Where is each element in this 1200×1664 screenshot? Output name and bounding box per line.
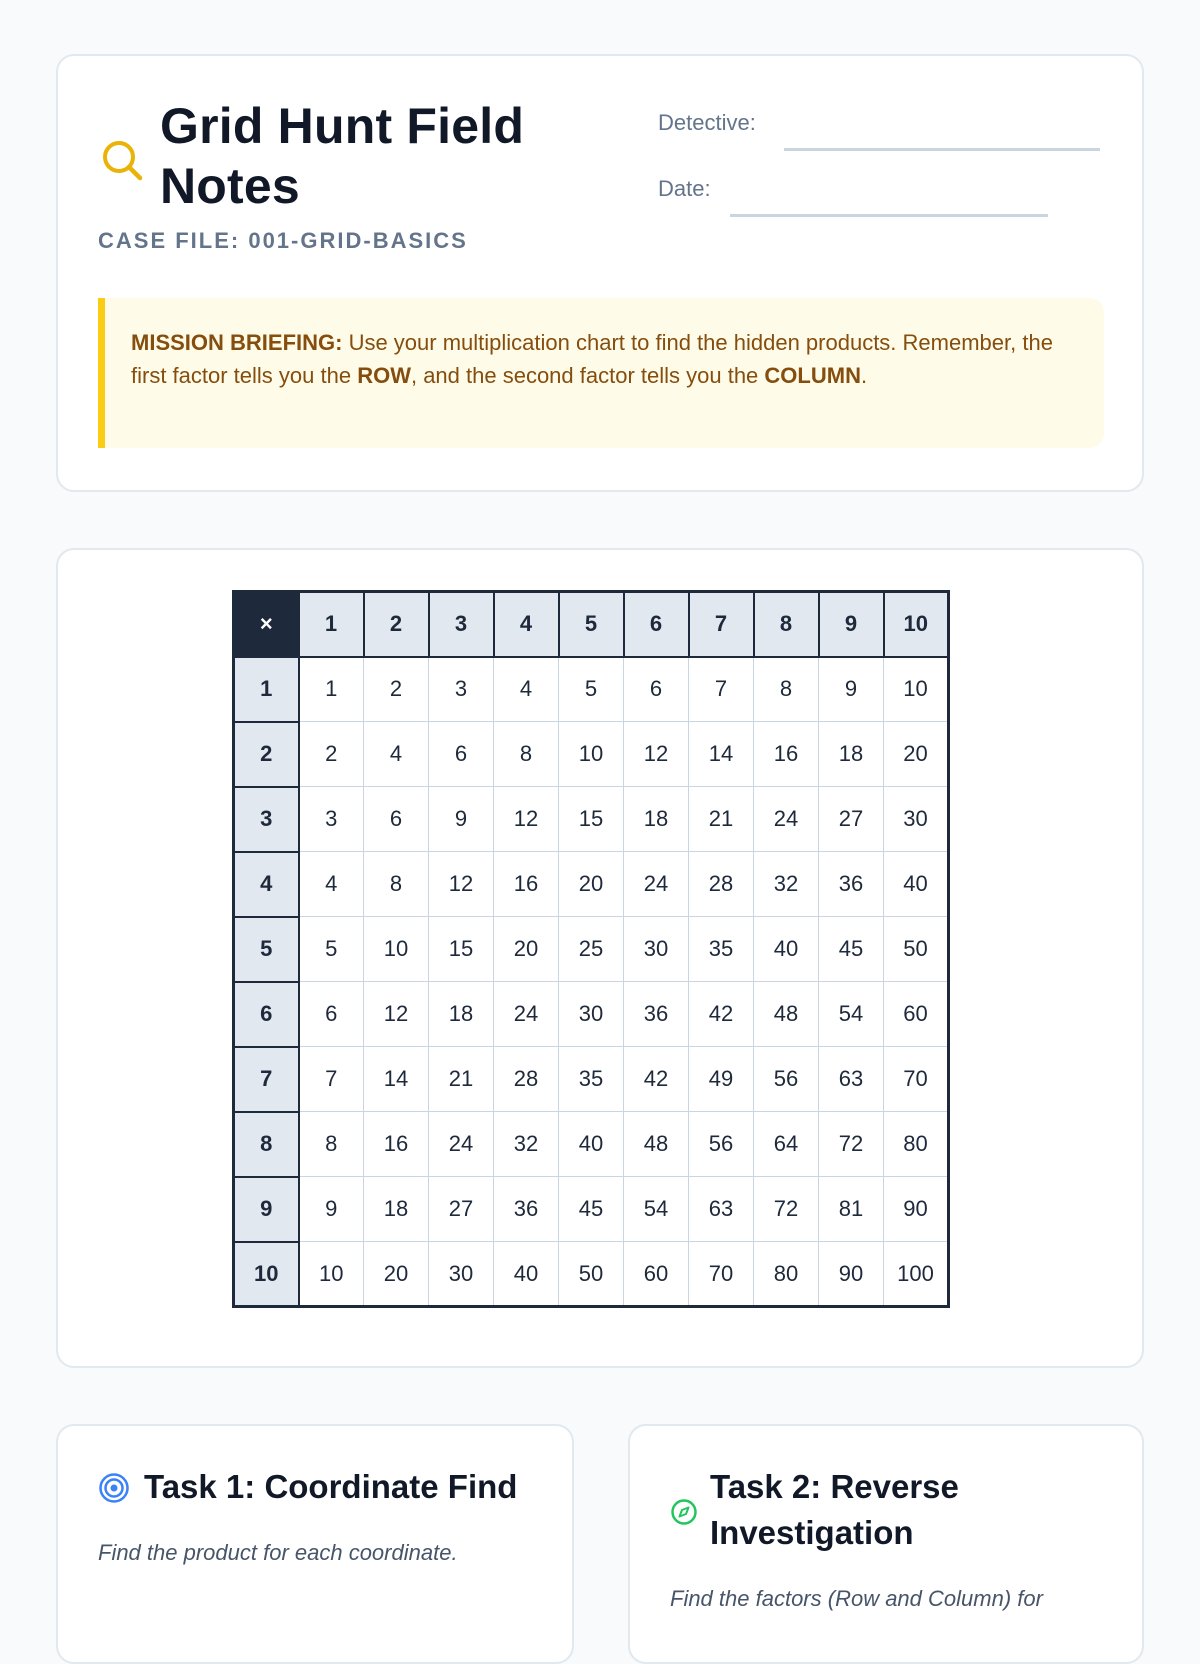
table-cell: 21	[429, 1047, 494, 1112]
table-row	[234, 852, 949, 917]
date-label: Date:	[658, 176, 711, 201]
briefing-text-1: Use your multiplication chart to find the hidden products. Remember, the first factor tells you the	[131, 330, 1053, 388]
multiplication-table	[232, 590, 950, 1308]
table-cell: 40	[494, 1242, 559, 1307]
task1-description: Find the product for each coordinate.	[98, 1540, 458, 1565]
table-cell: 32	[494, 1112, 559, 1177]
table-cell: 70	[689, 1242, 754, 1307]
page-title: Grid Hunt Field Notes	[160, 98, 525, 214]
row-header: 5	[234, 917, 299, 982]
table-cell: 48	[624, 1112, 689, 1177]
table-cell: 3	[429, 657, 494, 722]
table-cell: 36	[494, 1177, 559, 1242]
table-cell: 8	[494, 722, 559, 787]
multiplication-chart-card	[56, 548, 1144, 1368]
column-header: 2	[364, 592, 429, 657]
table-cell: 45	[559, 1177, 624, 1242]
corner-cell: ×	[234, 592, 299, 657]
table-cell: 7	[299, 1047, 364, 1112]
table-cell: 14	[364, 1047, 429, 1112]
table-cell: 8	[364, 852, 429, 917]
table-cell: 6	[299, 982, 364, 1047]
table-row	[234, 722, 949, 787]
table-cell: 15	[559, 787, 624, 852]
row-header: 6	[234, 982, 299, 1047]
task2-title-line1: Task 2: Reverse	[710, 1468, 959, 1505]
table-row	[234, 1112, 949, 1177]
table-cell: 72	[819, 1112, 884, 1177]
target-icon	[98, 1472, 130, 1504]
table-cell: 12	[364, 982, 429, 1047]
row-header: 8	[234, 1112, 299, 1177]
table-header-row	[234, 592, 949, 657]
table-cell: 42	[689, 982, 754, 1047]
table-cell: 20	[364, 1242, 429, 1307]
table-cell: 45	[819, 917, 884, 982]
table-cell: 25	[559, 917, 624, 982]
table-cell: 40	[754, 917, 819, 982]
column-header: 10	[884, 592, 949, 657]
task1-title: Task 1: Coordinate Find	[144, 1468, 518, 1505]
table-cell: 5	[299, 917, 364, 982]
table-cell: 70	[884, 1047, 949, 1112]
table-cell: 24	[754, 787, 819, 852]
table-cell: 8	[299, 1112, 364, 1177]
table-cell: 35	[559, 1047, 624, 1112]
table-cell: 1	[299, 657, 364, 722]
table-cell: 3	[299, 787, 364, 852]
table-cell: 100	[884, 1242, 949, 1307]
column-header: 7	[689, 592, 754, 657]
table-cell: 18	[624, 787, 689, 852]
table-cell: 6	[624, 657, 689, 722]
table-cell: 9	[819, 657, 884, 722]
table-cell: 50	[559, 1242, 624, 1307]
table-cell: 36	[819, 852, 884, 917]
table-cell: 4	[494, 657, 559, 722]
table-cell: 20	[494, 917, 559, 982]
table-cell: 10	[559, 722, 624, 787]
briefing-lead: MISSION BRIEFING:	[131, 330, 343, 355]
table-cell: 12	[429, 852, 494, 917]
table-cell: 12	[494, 787, 559, 852]
table-cell: 49	[689, 1047, 754, 1112]
case-file-label: CASE FILE: 001-GRID-BASICS	[98, 228, 468, 253]
row-header: 7	[234, 1047, 299, 1112]
table-cell: 16	[364, 1112, 429, 1177]
task2-title-line2: Investigation	[710, 1514, 914, 1551]
table-cell: 24	[429, 1112, 494, 1177]
compass-icon	[670, 1498, 698, 1526]
mission-briefing	[98, 298, 1104, 448]
table-cell: 8	[754, 657, 819, 722]
row-header: 9	[234, 1177, 299, 1242]
row-header: 1	[234, 657, 299, 722]
table-cell: 64	[754, 1112, 819, 1177]
date-field[interactable]	[730, 214, 1048, 217]
table-cell: 56	[689, 1112, 754, 1177]
briefing-row-word: ROW	[357, 363, 411, 388]
table-row	[234, 657, 949, 722]
table-cell: 30	[884, 787, 949, 852]
table-cell: 10	[299, 1242, 364, 1307]
detective-label: Detective:	[658, 110, 756, 135]
table-cell: 27	[429, 1177, 494, 1242]
table-cell: 54	[624, 1177, 689, 1242]
table-cell: 80	[884, 1112, 949, 1177]
table-cell: 12	[624, 722, 689, 787]
table-cell: 56	[754, 1047, 819, 1112]
table-cell: 6	[364, 787, 429, 852]
table-cell: 42	[624, 1047, 689, 1112]
table-cell: 4	[364, 722, 429, 787]
briefing-text-3: .	[860, 363, 868, 388]
table-cell: 2	[364, 657, 429, 722]
table-cell: 30	[429, 1242, 494, 1307]
table-cell: 20	[884, 722, 949, 787]
table-row	[234, 917, 949, 982]
table-cell: 28	[689, 852, 754, 917]
table-cell: 63	[689, 1177, 754, 1242]
task2-description: Find the factors (Row and Column) for	[670, 1586, 1043, 1611]
table-cell: 6	[429, 722, 494, 787]
task1-card	[56, 1424, 574, 1664]
table-cell: 54	[819, 982, 884, 1047]
table-cell: 80	[754, 1242, 819, 1307]
column-header: 9	[819, 592, 884, 657]
table-cell: 63	[819, 1047, 884, 1112]
table-cell: 10	[364, 917, 429, 982]
table-cell: 30	[559, 982, 624, 1047]
table-cell: 2	[299, 722, 364, 787]
table-cell: 60	[884, 982, 949, 1047]
column-header: 1	[299, 592, 364, 657]
table-cell: 36	[624, 982, 689, 1047]
table-row	[234, 982, 949, 1047]
table-cell: 24	[624, 852, 689, 917]
table-cell: 27	[819, 787, 884, 852]
table-cell: 81	[819, 1177, 884, 1242]
table-row	[234, 1242, 949, 1307]
table-cell: 21	[689, 787, 754, 852]
table-cell: 15	[429, 917, 494, 982]
column-header: 5	[559, 592, 624, 657]
table-cell: 32	[754, 852, 819, 917]
table-cell: 9	[429, 787, 494, 852]
table-cell: 72	[754, 1177, 819, 1242]
column-header: 4	[494, 592, 559, 657]
table-cell: 35	[689, 917, 754, 982]
table-cell: 16	[754, 722, 819, 787]
table-cell: 16	[494, 852, 559, 917]
table-cell: 90	[819, 1242, 884, 1307]
table-cell: 90	[884, 1177, 949, 1242]
column-header: 3	[429, 592, 494, 657]
table-cell: 30	[624, 917, 689, 982]
table-cell: 9	[299, 1177, 364, 1242]
table-cell: 10	[884, 657, 949, 722]
table-cell: 48	[754, 982, 819, 1047]
search-icon	[100, 138, 146, 184]
table-cell: 24	[494, 982, 559, 1047]
table-cell: 18	[364, 1177, 429, 1242]
table-row	[234, 1047, 949, 1112]
table-cell: 4	[299, 852, 364, 917]
row-header: 4	[234, 852, 299, 917]
table-cell: 40	[559, 1112, 624, 1177]
task2-card	[628, 1424, 1144, 1664]
row-header: 2	[234, 722, 299, 787]
briefing-text-2: , and the second factor tells you the	[410, 363, 765, 388]
briefing-column-word: COLUMN	[764, 363, 861, 388]
table-cell: 14	[689, 722, 754, 787]
header-card	[56, 54, 1144, 492]
table-row	[234, 787, 949, 852]
table-cell: 50	[884, 917, 949, 982]
column-header: 8	[754, 592, 819, 657]
table-cell: 28	[494, 1047, 559, 1112]
table-cell: 5	[559, 657, 624, 722]
table-cell: 7	[689, 657, 754, 722]
detective-field[interactable]	[784, 148, 1100, 151]
column-header: 6	[624, 592, 689, 657]
table-row	[234, 1177, 949, 1242]
row-header: 10	[234, 1242, 299, 1307]
table-cell: 60	[624, 1242, 689, 1307]
table-cell: 40	[884, 852, 949, 917]
table-cell: 18	[819, 722, 884, 787]
table-cell: 20	[559, 852, 624, 917]
row-header: 3	[234, 787, 299, 852]
table-cell: 18	[429, 982, 494, 1047]
